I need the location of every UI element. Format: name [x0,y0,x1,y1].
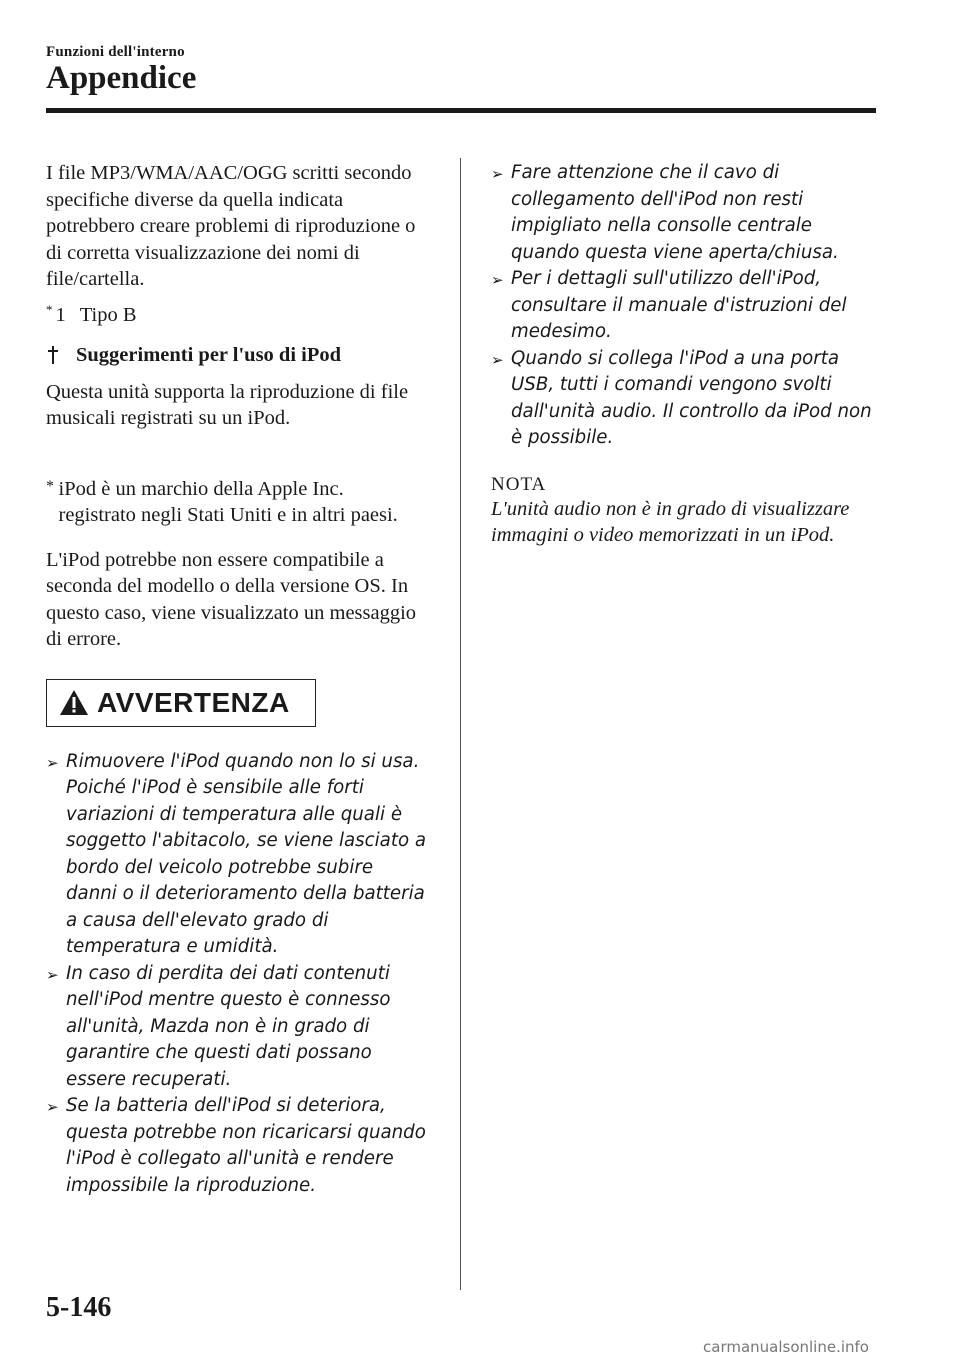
section-bullet-icon [48,346,58,364]
list-item [491,160,881,266]
arrow-bullet-icon: ➢ [46,753,59,772]
list-item [46,961,426,1094]
section-heading-text: Suggerimenti per l'uso di iPod [76,343,342,366]
list-item-text: Se la batteria dell'iPod si deteriora, questa potrebbe non ricaricarsi quando l'iPod è collegato all'unità e rendere impossibile la riproduzione. [66,1095,426,1196]
section-heading [46,344,426,367]
list-item-text: In caso di perdita dei dati contenuti nell'iPod mentre questo è connesso all'unità, Mazda non è in grado di garantire che questi dati possano essere recuperati. [66,962,391,1090]
footnote-label: 1 [55,303,66,326]
header-rule [46,108,876,113]
warning-triangle-icon [59,689,89,716]
list-item [491,346,881,452]
footnote-marker: * [46,301,53,317]
left-column [46,160,426,1199]
note-text: L'unità audio non è in grado di visualizzare immagini o video memorizzati in un iPod. [491,497,850,546]
asterisk-icon: * [46,477,54,495]
arrow-bullet-icon: ➢ [46,1098,59,1116]
right-column [491,160,881,549]
list-item-text: Rimuovere l'iPod quando non lo si usa. Poiché l'iPod è sensibile alle forti variazioni di temperatura alle quali è soggetto l'abitacolo, se viene lasciato a bordo del veicolo potrebbe subire danni o il deterioramento della batteria a causa dell'elevato grado di temperatura e umidità. [66,750,427,957]
arrow-bullet-icon: ➢ [491,165,504,183]
list-item [46,749,426,961]
footnote-text: Tipo B [79,303,137,326]
page-title: Appendice [46,60,197,96]
warning-box [46,679,316,727]
list-item [491,266,881,346]
section-paragraph: Questa unità supporta la riproduzione di file musicali registrati su un iPod. [46,380,409,429]
trademark-text: iPod è un marchio della Apple Inc. registrato negli Stati Uniti e in altri paesi. [58,477,398,526]
arrow-bullet-icon: ➢ [491,271,504,289]
warning-list-left [46,749,426,1200]
page-number: 5-146 [46,1292,112,1323]
list-item-text: Per i dettagli sull'utilizzo dell'iPod, consultare il manuale d'istruzioni del medesimo. [511,268,847,342]
list-item-text: Fare attenzione che il cavo di collegamento dell'iPod non resti impigliato nella consolle centrale quando questa viene aperta/chiusa. [511,162,839,263]
footnote [46,297,426,328]
list-item-text: Quando si collega l'iPod a una porta USB, tutti i comandi vengono svolti dall'unità audio. Il controllo da iPod non è possibile. [511,347,872,448]
trademark-note [46,476,426,529]
arrow-bullet-icon: ➢ [46,965,59,984]
list-item [46,1093,426,1199]
header-subtitle: Funzioni dell'interno [46,44,185,60]
arrow-bullet-icon: ➢ [491,350,504,369]
watermark: carmanualsonline.info [703,1338,869,1356]
warning-list-right [491,160,881,452]
compatibility-paragraph: L'iPod potrebbe non essere compatibile a seconda del modello o della versione OS. In questo caso, viene visualizzato un messaggio di errore. [46,548,417,650]
intro-paragraph: I file MP3/WMA/AAC/OGG scritti secondo specifiche diverse da quella indicata potrebbero creare problemi di riproduzione o di corretta visualizzazione dei nomi di file/cartella. [46,162,416,290]
column-divider [460,158,461,1290]
warning-label: AVVERTENZA [97,686,290,718]
note-title: NOTA [491,473,547,495]
